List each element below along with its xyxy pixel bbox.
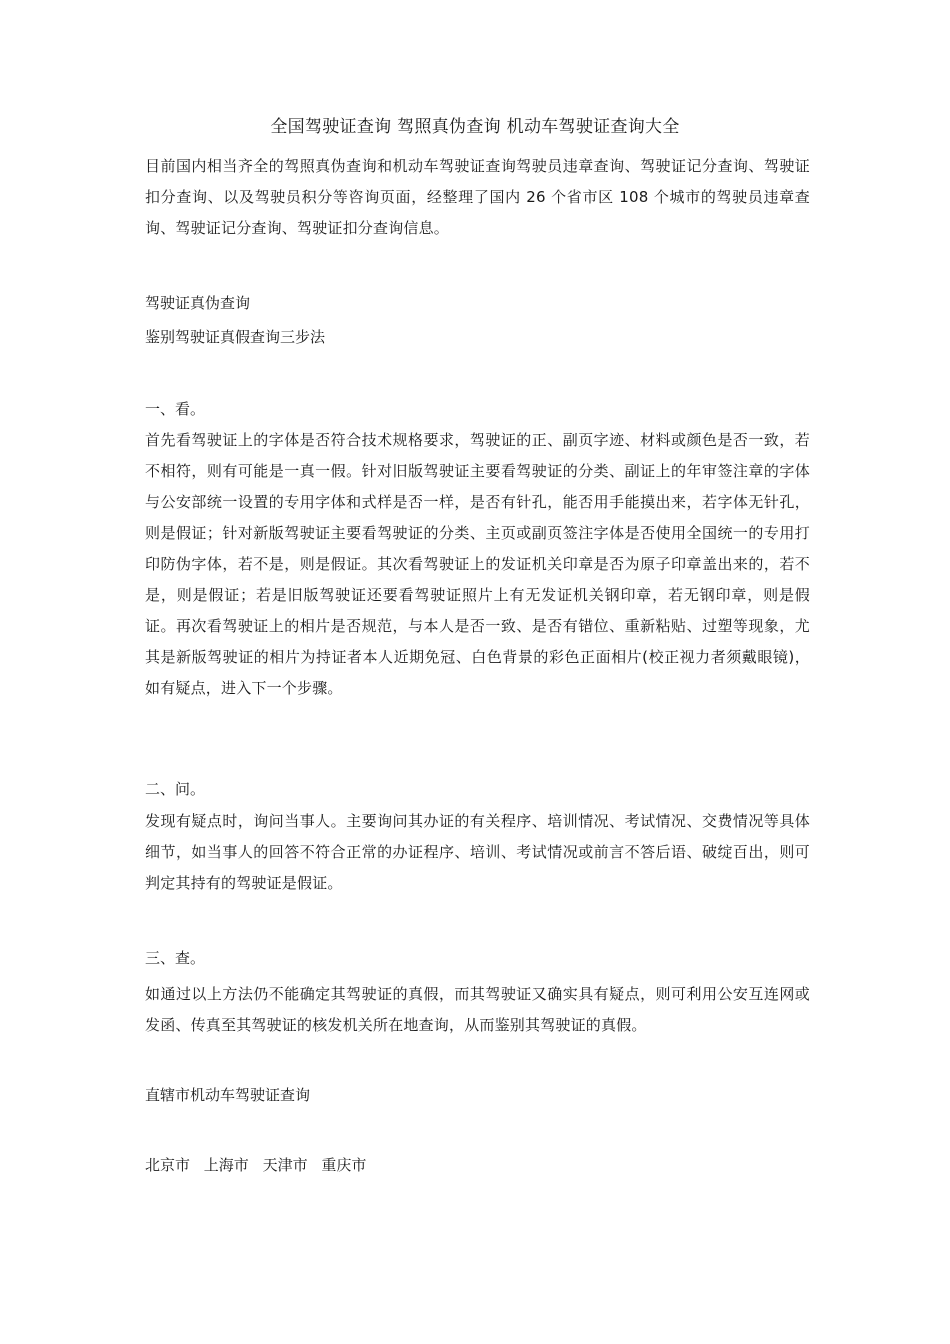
city-link-tianjin[interactable]: 天津市 — [262, 1156, 308, 1174]
step3-heading: 三、查。 — [145, 949, 206, 967]
city-link-beijing[interactable]: 北京市 — [145, 1156, 191, 1174]
municipal-heading: 直辖市机动车驾驶证查询 — [145, 1086, 311, 1104]
city-link-chongqing[interactable]: 重庆市 — [321, 1156, 367, 1174]
step2-paragraph: 发现有疑点时，询问当事人。主要询问其办证的有关程序、培训情况、考试情况、交费情况等具体细节，如当事人的回答不符合正常的办证程序、培训、考试情况或前言不答后语、破绽百出，则可判定其持有的驾驶证是假证。 — [145, 812, 810, 892]
city-list — [145, 1152, 375, 1178]
step1-heading: 一、看。 — [145, 400, 206, 418]
method-heading: 鉴别驾驶证真假查询三步法 — [145, 328, 326, 346]
step3-paragraph: 如通过以上方法仍不能确定其驾驶证的真假，而其驾驶证又确实具有疑点，则可利用公安互连网或发函、传真至其驾驶证的核发机关所在地查询，从而鉴别其驾驶证的真假。 — [145, 985, 810, 1034]
document-title: 全国驾驶证查询 驾照真伪查询 机动车驾驶证查询大全 — [270, 117, 680, 137]
step1-paragraph: 首先看驾驶证上的字体是否符合技术规格要求，驾驶证的正、副页字迹、材料或颜色是否一致，若不相符，则有可能是一真一假。针对旧版驾驶证主要看驾驶证的分类、副证上的年审签注章的字体与公安部统一设置的专用字体和式样是否一样，是否有针孔，能否用手能摸出来，若字体无针孔，则是假证；针对新版驾驶证主要看驾驶证的分类、主页或副页签注字体是否使用全国统一的专用打印防伪字体，若不是，则是假证。其次看驾驶证上的发证机关印章是否为原子印章盖出来的，若不是，则是假证；若是旧版驾驶证还要看驾驶证照片上有无发证机关钢印章，若无钢印章，则是假证。再次看驾驶证上的相片是否规范，与本人是否一致、是否有错位、重新粘贴、过塑等现象，尤其是新版驾驶证的相片为持证者本人近期免冠、白色背景的彩色正面相片(校正视力者须戴眼镜)，如有疑点，进入下一个步骤。 — [145, 431, 810, 697]
step2-heading: 二、问。 — [145, 780, 206, 798]
intro-paragraph: 目前国内相当齐全的驾照真伪查询和机动车驾驶证查询驾驶员违章查询、驾驶证记分查询、驾驶证扣分查询、以及驾驶员积分等咨询页面，经整理了国内 26 个省市区 108 个城市的驾驶员违章查询、驾驶证记分查询、驾驶证扣分查询信息。 — [145, 157, 810, 237]
city-link-shanghai[interactable]: 上海市 — [203, 1156, 249, 1174]
section-heading: 驾驶证真伪查询 — [145, 294, 251, 312]
